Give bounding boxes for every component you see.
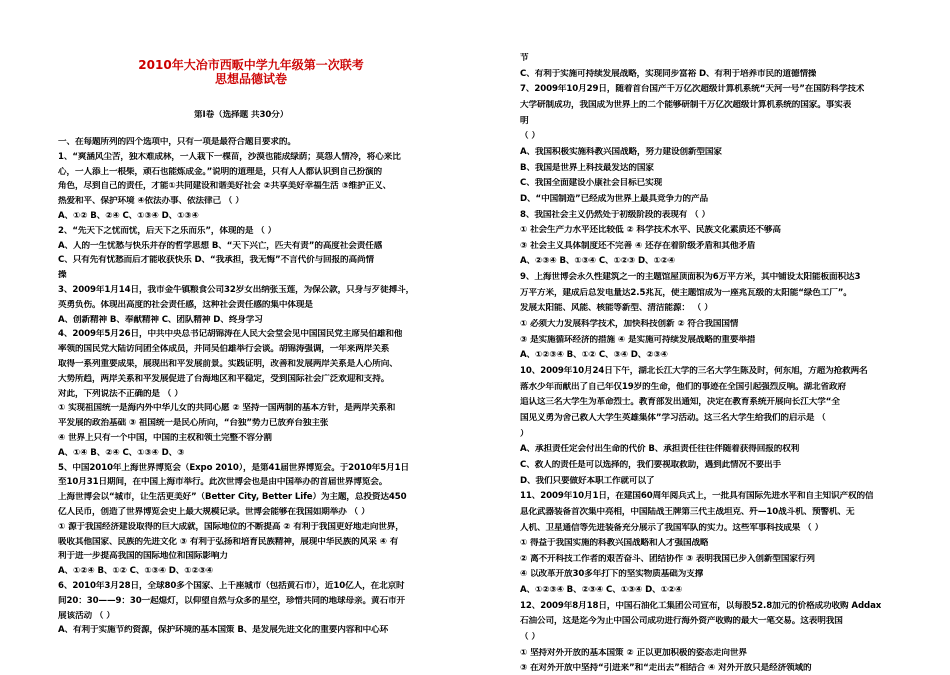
question-text-line: （ ） (520, 131, 540, 142)
question-text-line: ① 坚持对外开放的基本国策 ② 正以更加积极的姿态走向世界 (520, 647, 747, 658)
question-text-line: 9、上海世博会永久性建筑之一的主题馆屋顶面积为6万平方米，其中铺设太阳能板面积达3 (520, 272, 861, 283)
exam-subtitle: 思想品德试卷 (214, 72, 287, 86)
question-text-line: 热爱和平、保护环境 ④依法办事、依法律己 （ ） (58, 196, 244, 207)
question-text-line: A、人的一生忧愁与快乐并存的哲学思想 B、“天下兴亡，匹夫有责”的高度社会责任感 (58, 240, 383, 251)
question-text-line: 息化武器装备首次集中亮相，中国陆战王牌第三代主战坦克、歼—10战斗机、预警机、无 (520, 506, 855, 517)
question-text-line: 间20：30——9：30一起熄灯，以仰望自然与众多的星空，珍惜共同的地球母亲。黄石市开 (58, 595, 405, 606)
question-text-line: ① 源于我国经济建设取得的巨大成就，国际地位的不断提高 ② 有利于我国更好地走向世界， (58, 521, 404, 532)
exam-title: 2010年大冶市西畈中学九年级第一次联考 (138, 58, 364, 72)
question-text-line: 4、2009年5月26日，中共中央总书记胡锦涛在人民大会堂会见中国国民党主席吴伯雄和他 (58, 329, 403, 340)
question-text-line: （ ） (520, 632, 540, 643)
question-text-line: ③ 社会主义具体制度还不完善 ④ 还存在着阶级矛盾和其他矛盾 (520, 240, 756, 251)
question-text-line: 角色，尽到自己的责任，才能①共同建设和谐美好社会 ②共享美好幸福生活 ③维护正义、 (58, 181, 392, 192)
question-text-line: 展该活动 （ ） (58, 610, 115, 621)
question-text-line: 节 (520, 53, 529, 63)
question-text-line: 2、“先天下之忧而忧，后天下之乐而乐”，体现的是 （ ） (58, 225, 277, 236)
question-text-line: 5、中国2010年上海世界博览会（Expo 2010），是第41届世界博览会。于2010年5月1日 (58, 462, 409, 473)
question-text-line: A、②③④ B、①③④ C、①②③ D、①②④ (520, 256, 676, 267)
question-text-line: 大学研制成功，我国成为世界上的二个能够研制千万亿次超级计算机系统的国家。事实表 (520, 99, 852, 110)
question-text-line: A、①②④ B、①② C、①③④ D、①②③④ (58, 566, 214, 577)
question-text-line: 上海世博会以“城市，让生活更美好”（Better City, Better Life）为主题，总投资达450 (58, 492, 407, 503)
question-text-line: C、我国全面建设小康社会目标已实现 (520, 178, 663, 189)
question-text-line: ① 实现祖国统一是海内外中华儿女的共同心愿 ② 坚持一国两制的基本方针，是两岸关系和 (58, 403, 396, 414)
question-text-line: A、创新精神 B、奉献精神 C、团队精神 D、终身学习 (58, 314, 263, 325)
question-text-line: A、①②③④ B、②③④ C、①③④ D、①②④ (520, 585, 683, 596)
question-text-line: ① 得益于我国实施的科教兴国战略和人才强国战略 (520, 538, 709, 549)
question-text-line: 大势所趋，两岸关系和平发展促进了台海地区和平稳定，受到国际社会广泛欢迎和支持。 (58, 373, 390, 384)
question-text-line: ④ 世界上只有一个中国，中国的主权和领土完整不容分割 (58, 433, 272, 443)
question-text-line: 万平方米，建成后总发电量达2.5兆瓦，使主题馆成为一座兆瓦级的太阳能“绿色工厂”。 (520, 287, 852, 298)
question-text-line: ② 离不开科技工作者的艰苦奋斗、团结协作 ③ 表明我国已步入创新型国家行列 (520, 553, 815, 564)
question-text-line: C、有利于实施可持续发展战略，实现同步富裕 D、有利于培养市民的道德情操 (520, 68, 817, 79)
question-text-line: 7、2009年10月29日，随着首台国产千万亿次超级计算机系统“天河一号”在国防科学技术 (520, 84, 865, 95)
question-text-line: 利于进一步提高我国的国际地位和国际影响力 (58, 551, 228, 562)
question-text-line: D、我们只要做好本职工作就可以了 (520, 475, 655, 486)
question-text-line: 国见义勇为舍己救人大学生英雄集体”学习活动。这三名大学生给我们的启示是 （ (520, 412, 826, 423)
question-text-line: ） (520, 428, 529, 439)
question-text-line: 英勇负伤。体现出高度的社会责任感，这种社会责任感的集中体现是 (58, 299, 313, 310)
question-text-line: 至10月31日期间，在中国上海市举行。此次世博会也是由中国举办的首届世界博览会。 (58, 477, 388, 488)
question-text-line: 6、2010年3月28日，全球80多个国家、上千座城市（包括黄石市），近10亿人，在北京时 (58, 581, 405, 591)
question-text-line: 平发展的政治基础 ③ 祖国统一是民心所向，“台独”势力已放弃台独主张 (58, 418, 329, 429)
question-text-line: 吸收其他国家、民族的先进文化 ③ 有利于弘扬和培育民族精神，展现中华民族的风采 ④ 有 (58, 536, 399, 547)
question-text-line: 取得一系列重要成果，展现出和平发展前景。实践证明，改善和发展两岸关系是人心所向、 (58, 359, 398, 369)
question-text-line: 发展太阳能、风能、核能等新型、清洁能源： （ ） (520, 303, 713, 314)
question-text-line: 3、2009年1月14日，我市金牛镇粮食公司32岁女出纳张玉莲，为保公款，只身与歹徒搏斗， (58, 285, 415, 295)
question-text-line: B、我国是世界上科技最发达的国家 (520, 162, 654, 173)
question-text-line: ④ 以改革开放30多年打下的坚实物质基础为支撑 (520, 569, 704, 580)
question-text-line: 落水少年而献出了自己年仅19岁的生命，他们的事迹在全国引起强烈反响。湖北省政府 (520, 381, 847, 392)
question-text-line: 一、在每题所列的四个选项中，只有一项是最符合题目要求的。 (58, 137, 296, 147)
question-text-line: 石油公司，这是迄今为止中国公司成功进行海外资产收购的最大一笔交易。这表明我国 (520, 616, 843, 627)
question-text-line: ③ 是实施循环经济的措施 ④ 是实施可持续发展战略的重要举措 (520, 334, 756, 345)
question-text-line: 人机、卫星通信等先进装备充分展示了我国军队的实力。这些军事科技成果 （ ） (520, 522, 824, 533)
question-text-line: 率领的国民党大陆访问团全体成员，并同吴伯雄举行会谈。胡锦涛强调，一年来两岸关系 (58, 344, 390, 355)
question-text-line: 8、我国社会主义仍然处于初级阶段的表现有 （ ） (520, 209, 711, 220)
question-text-line: A、承担责任定会付出生命的代价 B、承担责任往往伴随着获得回报的权利 (520, 444, 800, 455)
question-text-line: 11、2009年10月1日，在建国60周年阅兵式上，一批具有国际先进水平和自主知识产权的信 (520, 491, 874, 502)
question-text-line: A、我国积极实施科教兴国战略，努力建设创新型国家 (520, 146, 722, 157)
question-text-line: A、①② B、②④ C、①③④ D、①③④ (58, 211, 199, 221)
question-text-line: A、①②③④ B、①② C、③④ D、②③④ (520, 350, 668, 361)
question-text-line: 10、2009年10月24日下午，湖北长江大学的三名大学生陈及时，何东旭，方超为抢救两名 (520, 366, 868, 376)
question-text-line: 对此，下列说法不正确的是 （ ） (58, 388, 183, 399)
question-text-line: 亿人民币，创造了世界博览会史上最大规模记录。世博会能够在我国如期举办 （ ） (58, 507, 370, 517)
question-text-line: A、①④ B、②④ C、①③④ D、③ (58, 447, 185, 458)
question-text-line: ③ 在对外开放中坚持“引进来”和“走出去”相结合 ④ 对外开放只是经济领域的 (520, 663, 812, 674)
question-text-line: 操 (58, 270, 67, 281)
question-text-line: 12、2009年8月18日，中国石油化工集团公司宣布，以每股52.8加元的价格成功收购 Addax (520, 600, 882, 611)
question-text-line: C、救人的责任是可以选择的，我们要视取救助，遇到此情况不要出手 (520, 459, 782, 470)
question-text-line: ① 社会生产力水平还比较低 ② 科学技术水平、民族文化素质还不够高 (520, 225, 781, 236)
question-text-line: 明 (520, 115, 529, 126)
question-text-line: D、“中国制造”已经成为世界上最具竞争力的产品 (520, 193, 709, 204)
question-text-line: C、只有先有忧愁而后才能收获快乐 D、“我承担，我无悔”不言代价与回报的高尚情 (58, 255, 375, 266)
question-text-line: 1、“爽涵风尘苦，独木难成林，一人栽下一棵苗，沙漠也能成绿荫；莫怨人情冷，将心来比 (58, 151, 401, 162)
question-text-line: A、有利于实施节约资源，保护环境的基本国策 B、是发展先进文化的重要内容和中心环 (58, 625, 389, 636)
section-header: 第Ⅰ卷（选择题 共30分） (194, 110, 289, 120)
question-text-line: 心，一人添上一根柴，顽石也能炼成金。”说明的道理是，只有人人都认识到自己扮演的 (58, 166, 383, 177)
question-text-line: 追认这三名大学生为革命烈士。教育部发出通知，决定在教育系统开展向长江大学“全 (520, 397, 840, 408)
question-text-line: ① 必须大力发展科学技术，加快科技创新 ② 符合我国国情 (520, 319, 739, 330)
